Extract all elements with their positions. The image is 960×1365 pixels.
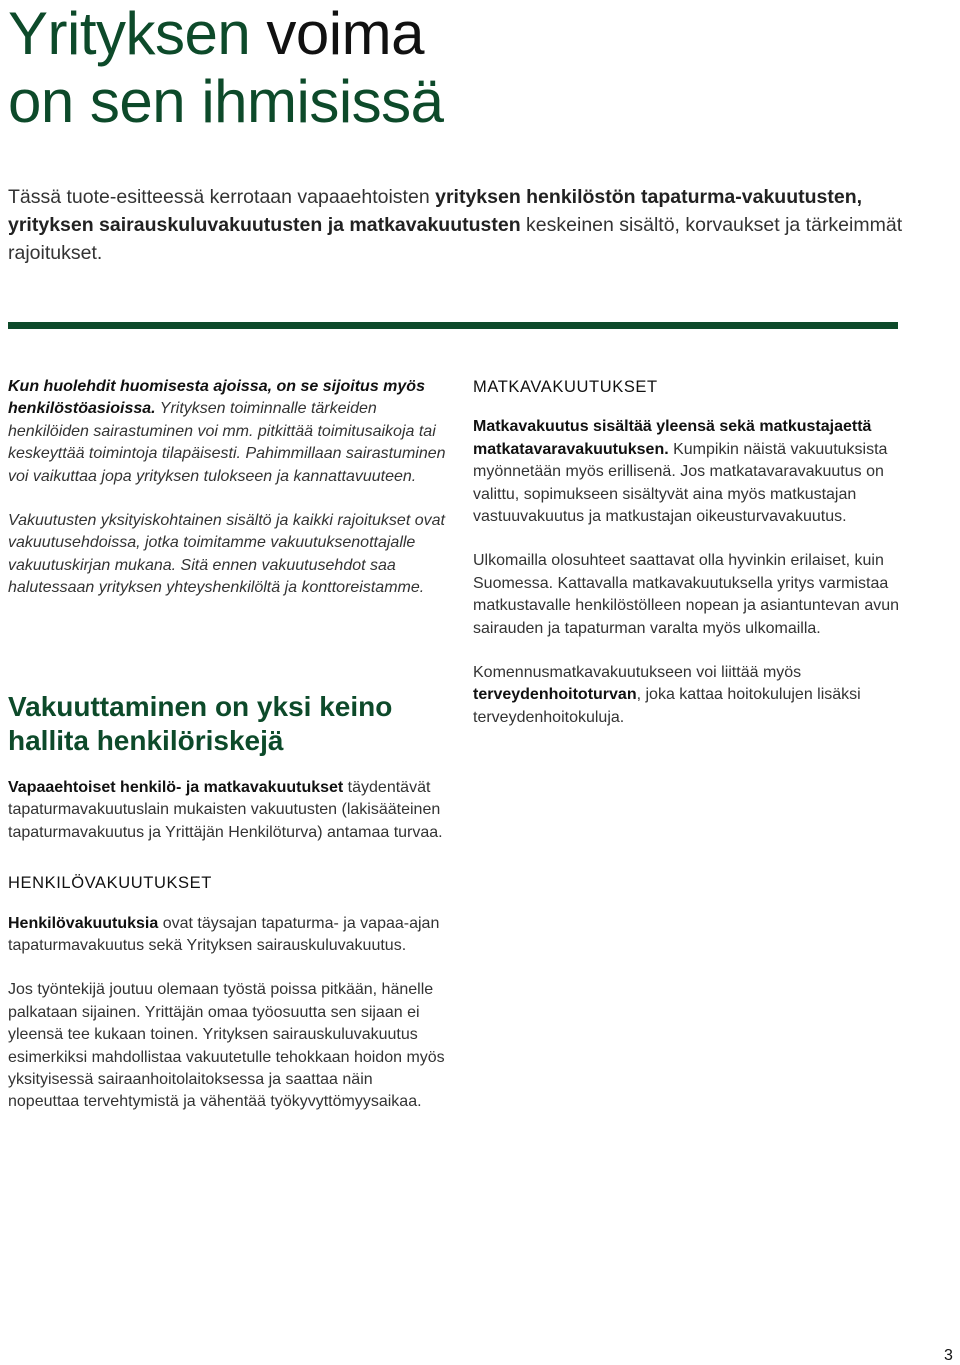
right-column: [473, 376, 913, 751]
komennus-text-1: Komennusmatkavakuutukseen voi liittää myös: [473, 664, 802, 682]
komennus-text-2: , joka kattaa hoitokulujen lisäksi terveydenhoitokuluja.: [473, 686, 861, 726]
page-number: 3: [944, 1347, 953, 1364]
green-divider: [8, 322, 898, 329]
left-column-lower: [8, 777, 448, 1136]
lead-text: Yrityksen toiminnalle tärkeiden henkilöiden sairastuminen voi mm. pitkittää toimitusaikoja tai keskeyttää toimintoja tilapäisesti. Pahimmillaan sairastuminen voi vaikuttaa jopa yrityksen tulokseen ja kannattavuuteen.: [8, 400, 446, 485]
ulkomailla-paragraph: Ulkomailla olosuhteet saattavat olla hyvinkin erilaiset, kuin Suomessa. Kattavalla matkavakuutuksella yritys varmistaa matkustavalle henkilöstölleen nopean ja asiantuntevan avun sairauden ja tapaturman varalta myös ulkomailla.: [473, 552, 900, 637]
henkilo-bold: Henkilövakuutuksia: [8, 914, 159, 932]
intro-text-2: keskeinen sisältö, korvaukset ja tärkeimmät rajoitukset.: [8, 214, 903, 264]
title-line1-dark: voima: [250, 0, 424, 67]
conditions-paragraph: Vakuutusten yksityiskohtainen sisältö ja kaikki rajoitukset ovat vakuutusehdoissa, jotka toimitamme vakuutuksenottajalle vakuutuskirjan mukana. Sitä ennen vakuutusehdot saa halutessaan yrityksen yhteyshenkilöltä ja konttoreistamme.: [8, 512, 445, 597]
henkilovakuutukset-heading: HENKILÖVAKUUTUKSET: [8, 874, 212, 893]
komennus-bold: terveydenhoitoturvan: [473, 686, 637, 704]
henkilo-text: ovat täysajan tapaturma- ja vapaa-ajan tapaturmavakuutus sekä Yrityksen sairauskuluvakuutus.: [8, 914, 440, 955]
lead-bold: Kun huolehdit huomisesta ajoissa, on se sijoitus myös henkilöstöasioissa.: [8, 378, 425, 418]
matkavakuutukset-heading: MATKAVAKUUTUKSET: [473, 378, 658, 396]
henkilo-paragraph: [8, 913, 448, 958]
supplement-paragraph: [8, 777, 448, 844]
title-line2: on sen ihmisissä: [8, 68, 444, 135]
sijainen-paragraph: Jos työntekijä joutuu olemaan työstä poissa pitkään, hänelle palkataan sijainen. Yrittäjän omaa työosuutta sen sijaan ei yleensä tee kukaan toinen. Yrityksen sairauskuluvakuutus esimerkiksi mahdollistaa vakuutetulle tehokkaan hoidon myös yksityisessä sairaanhoitolaitoksessa ja saattaa näin nopeuttaa tervehtymistä ja vähentää työkyvyttömyysaikaa.: [8, 981, 445, 1111]
komennus-paragraph: [473, 662, 913, 729]
matka-paragraph: [473, 416, 913, 528]
supplement-text: täydentävät tapaturmavakuutuslain mukaisten vakuutusten (lakisääteinen tapaturmavakuutus ja Yrittäjän Henkilöturva) antamaa turvaa.: [8, 779, 443, 841]
matka-text: Kumpikin näistä vakuutuksista myönnetään myös erillisenä. Jos matkatavaravakuutus on valittu, sopimukseen sisältyvät aina myös matkustajan vastuuvakuutus ja matkustajan oikeusturvavakuutus.: [473, 440, 888, 526]
section-heading: Vakuuttaminen on yksi keino hallita henkilöriskejä: [8, 691, 393, 756]
title-line1-green: Yrityksen: [8, 0, 251, 67]
page-title: [8, 0, 444, 136]
supplement-bold: Vapaaehtoiset henkilö- ja matkavakuutukset: [8, 779, 344, 796]
intro-bold: yrityksen henkilöstön tapaturma-vakuutusten, yrityksen sairauskuluvakuutusten ja matkavakuutusten: [8, 186, 863, 236]
left-column: [8, 376, 448, 622]
intro-paragraph: [8, 183, 908, 267]
lead-paragraph: [8, 376, 448, 488]
matka-bold: Matkavakuutus sisältää yleensä sekä matkustajaettä matkatavaravakuutuksen.: [473, 418, 872, 458]
intro-text-1: Tässä tuote-esitteessä kerrotaan vapaaehtoisten: [8, 186, 436, 208]
